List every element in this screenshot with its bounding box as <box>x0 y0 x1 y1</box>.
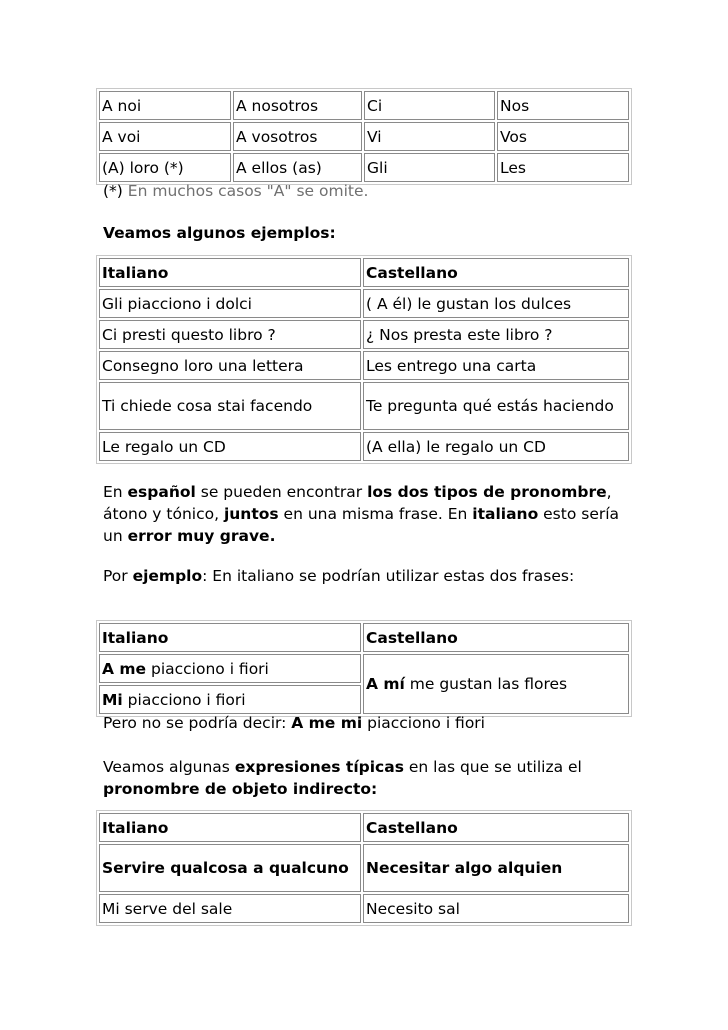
table-cell: A voi <box>99 122 231 151</box>
bold-span: error muy grave. <box>127 527 276 545</box>
header-italiano: Italiano <box>99 623 361 652</box>
bold-span: A me <box>102 659 147 678</box>
bold-span: Mi <box>102 690 123 709</box>
text-span: piacciono i fiori <box>122 690 246 709</box>
table-cell <box>99 654 361 683</box>
text-span: En <box>103 483 128 501</box>
table-cell: Vi <box>364 122 495 151</box>
bold-span: pronombre de objeto indirecto: <box>103 780 378 798</box>
paragraph-typical-expressions <box>103 756 623 800</box>
text-span: me gustan las flores <box>404 675 568 693</box>
table-cell: (A ella) le regalo un CD <box>363 432 629 461</box>
note-marker: (*) <box>103 182 123 200</box>
table-cell: Ci presti questo libro ? <box>99 320 361 349</box>
table-cell: Ci <box>364 91 495 120</box>
omit-note <box>103 180 623 202</box>
paragraph-incorrect-usage <box>103 712 623 734</box>
bold-span: expresiones típicas <box>234 758 404 776</box>
table-cell: Vos <box>497 122 629 151</box>
table-row <box>99 153 629 182</box>
bold-span: italiano <box>472 505 539 523</box>
header-italiano: Italiano <box>99 258 361 287</box>
text-span: Veamos algunas <box>103 758 235 776</box>
text-span: Por <box>103 567 133 585</box>
table-cell: Consegno loro una lettera <box>99 351 361 380</box>
text-span: en las que se utiliza el <box>403 758 582 776</box>
table-row <box>99 91 629 120</box>
table-cell: Te pregunta qué estás haciendo <box>363 382 629 430</box>
table-row <box>99 320 629 349</box>
text-span: piacciono i fiori <box>146 659 269 678</box>
table-cell: (A) loro (*) <box>99 153 231 182</box>
table-cell <box>99 685 361 714</box>
table-cell: Mi serve del sale <box>99 894 361 923</box>
table-cell: ( A él) le gustan los dulces <box>363 289 629 318</box>
table-cell: Les entrego una carta <box>363 351 629 380</box>
examples-heading-text: Veamos algunos ejemplos: <box>103 224 336 242</box>
table-cell: Nos <box>497 91 629 120</box>
table-header-row <box>99 813 629 842</box>
table-cell: Gli <box>364 153 495 182</box>
bold-span: A mí <box>366 675 405 693</box>
expressions-table <box>96 810 632 926</box>
flowers-table <box>96 620 632 717</box>
table-row <box>99 351 629 380</box>
bold-span: los dos tipos de pronombre <box>367 483 607 501</box>
text-span: Pero no se podría decir: <box>103 714 292 732</box>
table-row <box>99 122 629 151</box>
table-cell: Ti chiede cosa stai facendo <box>99 382 361 430</box>
table-row <box>99 289 629 318</box>
table-cell: Necesito sal <box>363 894 629 923</box>
text-span: piacciono i fiori <box>362 714 485 732</box>
paragraph-two-pronoun-types <box>103 481 623 547</box>
table-cell: A ellos (as) <box>233 153 362 182</box>
note-text: En muchos casos "A" se omite. <box>127 182 369 200</box>
header-italiano: Italiano <box>99 813 361 842</box>
table-cell: Les <box>497 153 629 182</box>
text-span: , átono y tónico, <box>103 483 612 523</box>
table-row <box>99 432 629 461</box>
bold-span: español <box>127 483 196 501</box>
paragraph-example-intro <box>103 565 583 587</box>
table-cell: ¿ Nos presta este libro ? <box>363 320 629 349</box>
bold-span: A me mi <box>291 714 363 732</box>
header-castellano: Castellano <box>363 813 629 842</box>
table-cell: Servire qualcosa a qualcuno <box>99 844 361 892</box>
examples-heading <box>103 222 623 244</box>
bold-span: juntos <box>223 505 279 523</box>
examples-table <box>96 255 632 464</box>
text-span: esto sería un <box>103 505 620 545</box>
header-castellano: Castellano <box>363 623 629 652</box>
table-header-row <box>99 623 629 652</box>
table-cell <box>363 654 629 714</box>
table-row <box>99 382 629 430</box>
table-cell: Necesitar algo alquien <box>363 844 629 892</box>
text-span: : En italiano se podrían utilizar estas dos frases: <box>202 567 575 585</box>
table-row <box>99 894 629 923</box>
table-cell: A nosotros <box>233 91 362 120</box>
table-row <box>99 654 629 683</box>
table-cell: Gli piacciono i dolci <box>99 289 361 318</box>
pronoun-table <box>96 88 632 185</box>
table-cell: A vosotros <box>233 122 362 151</box>
bold-span: ejemplo <box>132 567 203 585</box>
table-cell: A noi <box>99 91 231 120</box>
text-span: en una misma frase. En <box>278 505 473 523</box>
table-row <box>99 844 629 892</box>
table-header-row <box>99 258 629 287</box>
text-span: se pueden encontrar <box>195 483 368 501</box>
table-cell: Le regalo un CD <box>99 432 361 461</box>
header-castellano: Castellano <box>363 258 629 287</box>
